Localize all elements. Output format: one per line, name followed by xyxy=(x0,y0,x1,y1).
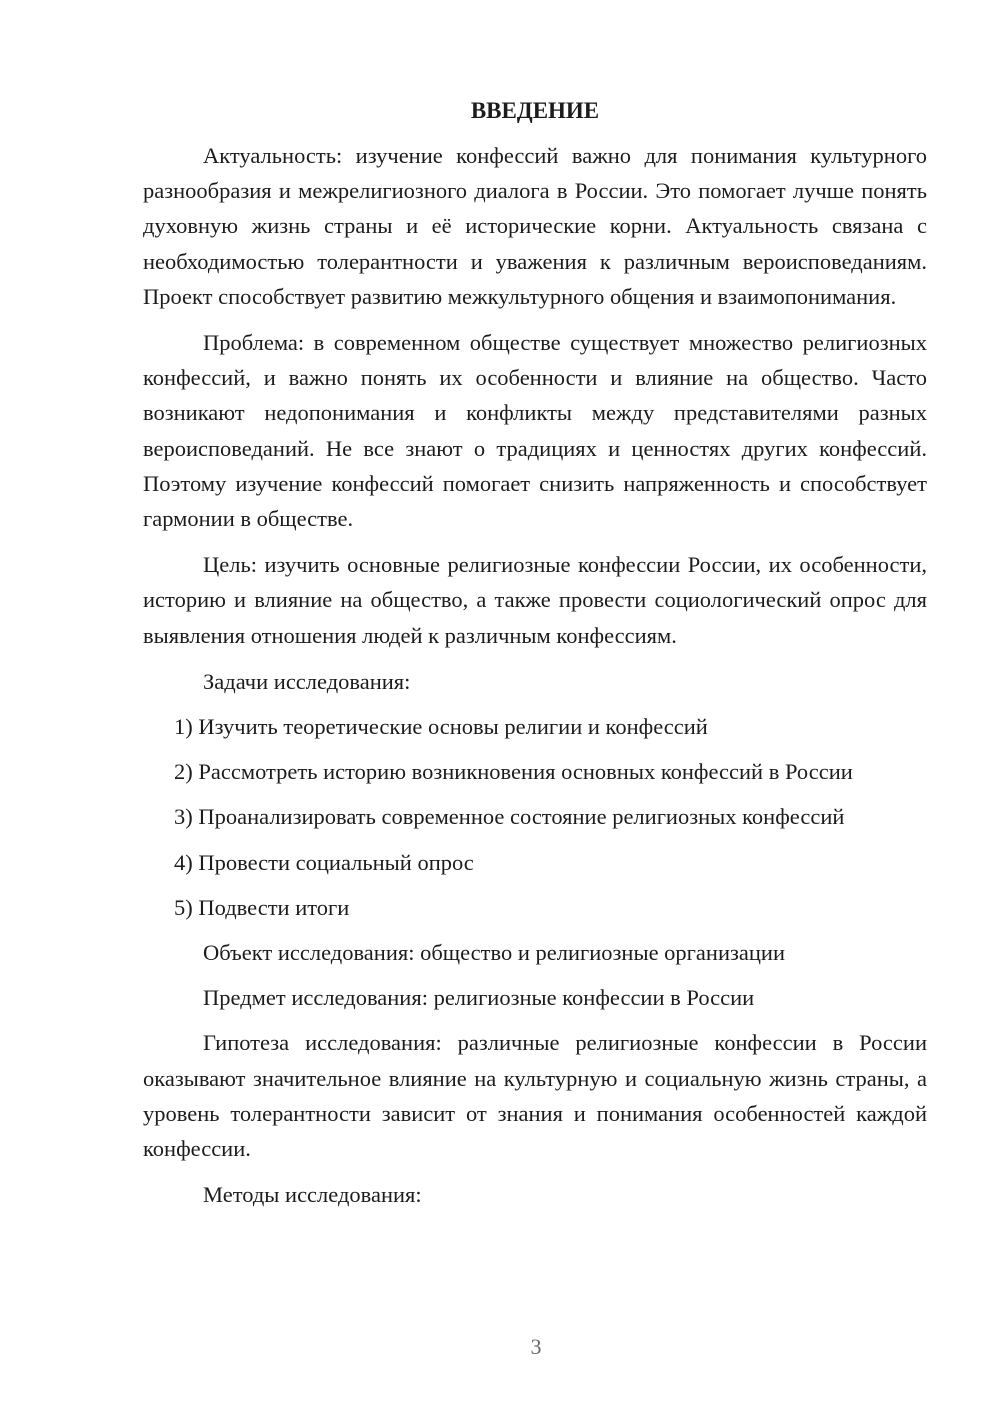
task-item: 5) Подвести итоги xyxy=(174,894,350,920)
task-item: 2) Рассмотреть историю возникновения основных конфессий в России xyxy=(174,759,853,785)
document-page xyxy=(143,96,927,1222)
relevance-paragraph: Актуальность: изучение конфессий важно для понимания культурного разнообразия и межрелигиозного диалога в России. Это помогает лучше понять духовную жизнь страны и её исторические корни. Актуальность связана с необходимостью толерантности и уважения к различным вероисповеданиям. Проект способствует развитию межкультурного общения и взаимопонимания. xyxy=(143,143,927,309)
task-item: 4) Провести социальный опрос xyxy=(174,849,474,875)
page-number: 3 xyxy=(530,1334,542,1359)
methods-heading: Методы исследования: xyxy=(203,1182,422,1208)
task-item: 1) Изучить теоретические основы религии и конфессий xyxy=(174,714,708,740)
task-item: 3) Проанализировать современное состояние религиозных конфессий xyxy=(174,804,845,830)
tasks-heading: Задачи исследования: xyxy=(203,668,411,694)
section-title: ВВЕДЕНИЕ xyxy=(470,98,600,123)
research-subject: Предмет исследования: религиозные конфессии в России xyxy=(203,985,755,1011)
hypothesis-paragraph: Гипотеза исследования: различные религиозные конфессии в России оказывают значительное влияние на культурную и социальную жизнь страны, а уровень толерантности зависит от знания и понимания особенностей каждой конфессии. xyxy=(143,1030,927,1162)
tasks-list xyxy=(143,709,927,925)
goal-paragraph: Цель: изучить основные религиозные конфессии России, их особенности, историю и влияние на общество, а также провести социологический опрос для выявления отношения людей к различным конфессиям. xyxy=(143,552,927,648)
research-object: Объект исследования: общество и религиозные организации xyxy=(203,940,785,966)
problem-paragraph: Проблема: в современном обществе существует множество религиозных конфессий, и важно понять их особенности и влияние на общество. Часто возникают недопонимания и конфликты между представителями разных вероисповеданий. Не все знают о традициях и ценностях других конфессий. Поэтому изучение конфессий помогает снизить напряженность и способствует гармонии в обществе. xyxy=(143,330,927,532)
